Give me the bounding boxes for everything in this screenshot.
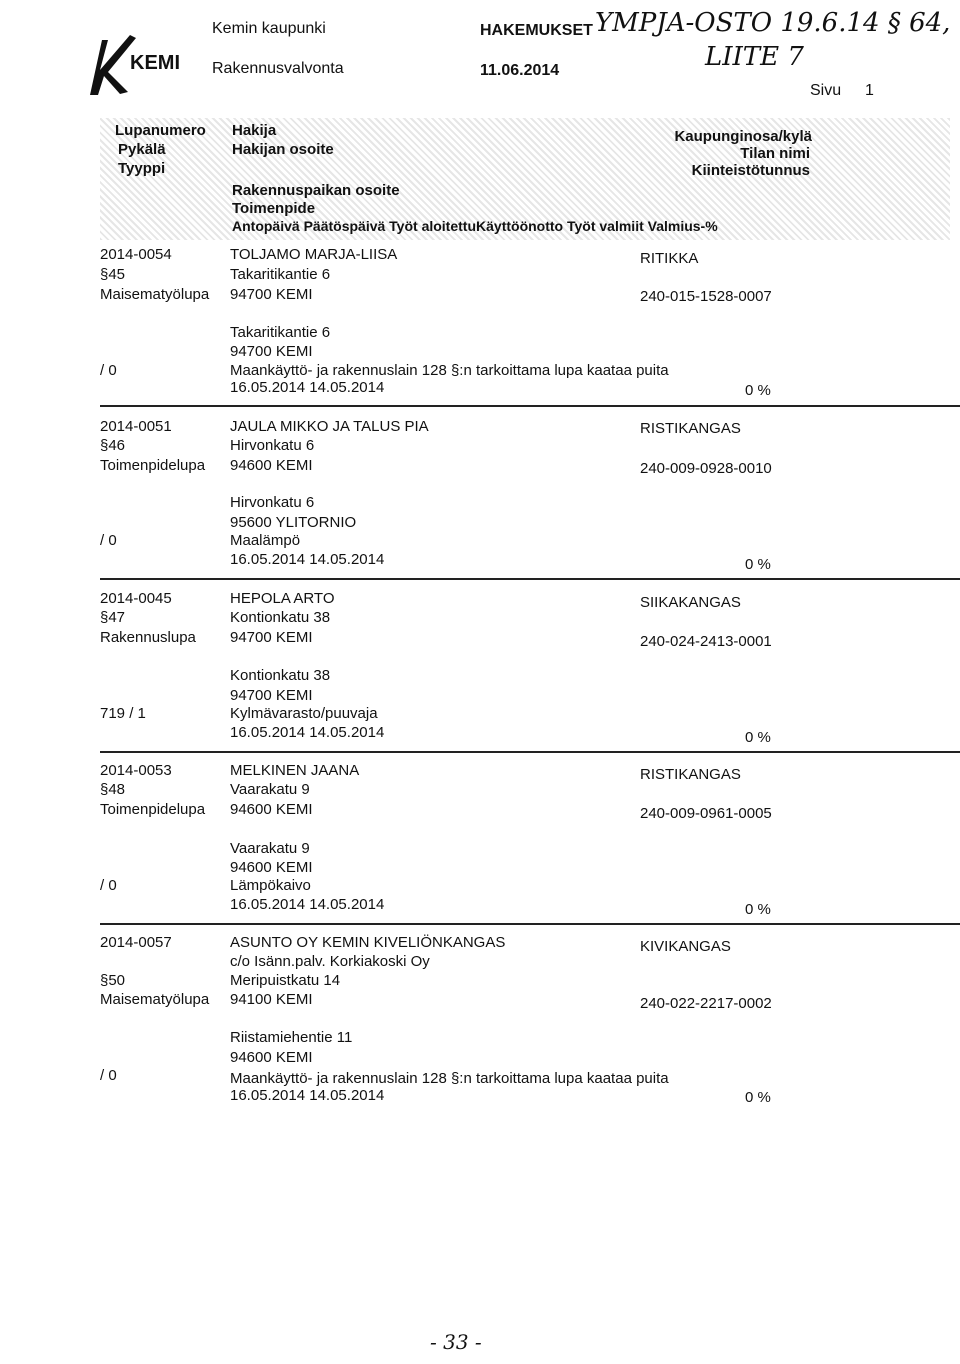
kyla: SIIKAKANGAS: [640, 594, 741, 611]
toimenpide: Maalämpö: [230, 532, 301, 549]
col-tyyppi: Tyyppi: [118, 160, 166, 177]
koodi: / 0: [100, 1067, 117, 1084]
koodi: / 0: [100, 532, 117, 549]
pykala: §50: [100, 972, 126, 989]
col-lupanumero: Lupanumero: [115, 122, 206, 139]
hakijan-osoite: Hirvonkatu 6: [230, 437, 315, 454]
valmius: 0 %: [745, 901, 771, 918]
hakijan-osoite: Kontionkatu 38: [230, 609, 331, 626]
doc-date: 11.06.2014: [480, 62, 560, 79]
hakijan-osoite: Meripuistkatu 14: [230, 972, 341, 989]
rakennuspaikka: Vaarakatu 9: [230, 840, 310, 857]
lupanumero: 2014-0053: [100, 762, 172, 779]
row-divider: [100, 751, 960, 753]
tyyppi: Toimenpidelupa: [100, 801, 206, 818]
tyyppi: Toimenpidelupa: [100, 457, 206, 474]
rakennuspaikka: Hirvonkatu 6: [230, 494, 315, 511]
kyla: RISTIKANGAS: [640, 766, 741, 783]
hakijan-postitoimipaikka: 94100 KEMI: [230, 991, 313, 1008]
hakijan-postitoimipaikka: 94700 KEMI: [230, 629, 313, 646]
hakijan-postitoimipaikka: 94600 KEMI: [230, 457, 313, 474]
row-divider: [100, 923, 960, 925]
valmius: 0 %: [745, 556, 771, 573]
hakija: TOLJAMO MARJA-LIISA: [230, 246, 398, 263]
pykala: §45: [100, 266, 126, 283]
dept-name: Rakennusvalvonta: [212, 60, 344, 77]
tyyppi: Maisematyölupa: [100, 286, 210, 303]
valmius: 0 %: [745, 382, 771, 399]
pykala: §47: [100, 609, 126, 626]
paivamaarat: 16.05.2014 14.05.2014: [230, 379, 385, 396]
hakija: MELKINEN JAANA: [230, 762, 360, 779]
hakijan-osoite: Takaritikantie 6: [230, 266, 331, 283]
kyla: KIVIKANGAS: [640, 938, 731, 955]
lupanumero: 2014-0057: [100, 934, 172, 951]
valmius: 0 %: [745, 1089, 771, 1106]
paivamaarat: 16.05.2014 14.05.2014: [230, 896, 385, 913]
rakennuspaikka-posti: 94600 KEMI: [230, 1049, 313, 1066]
rakennuspaikka: Riistamiehentie 11: [230, 1029, 353, 1046]
paivamaarat: 16.05.2014 14.05.2014: [230, 551, 385, 568]
kyla: RITIKKA: [640, 250, 699, 267]
page-mark: - 33 -: [430, 1330, 482, 1354]
col-hakija: Hakija: [232, 122, 277, 139]
pykala: §48: [100, 781, 126, 798]
toimenpide: Lämpökaivo: [230, 877, 311, 894]
page-label: Sivu: [810, 82, 842, 99]
rakennuspaikka-posti: 94700 KEMI: [230, 343, 313, 360]
kiinteistotunnus: 240-022-2217-0002: [640, 995, 772, 1012]
row-divider: [100, 578, 960, 580]
logo-text: KEMI: [130, 52, 180, 74]
tyyppi: Rakennuslupa: [100, 629, 196, 646]
rakennuspaikka-posti: 94600 KEMI: [230, 859, 313, 876]
col-kaupunginosa: Kaupunginosa/kylä: [674, 128, 812, 145]
tyyppi: Maisematyölupa: [100, 991, 210, 1008]
col-pykala: Pykälä: [118, 141, 166, 158]
lupanumero: 2014-0054: [100, 246, 172, 263]
hakija: ASUNTO OY KEMIN KIVELIÖNKANGAS: [230, 934, 506, 951]
rakennuspaikka: Takaritikantie 6: [230, 324, 331, 341]
toimenpide: Kylmävarasto/puuvaja: [230, 705, 378, 722]
hakijan-postitoimipaikka: 94700 KEMI: [230, 286, 313, 303]
kiinteistotunnus: 240-015-1528-0007: [640, 288, 772, 305]
col-tilan-nimi: Tilan nimi: [740, 145, 810, 162]
kiinteistotunnus: 240-024-2413-0001: [640, 633, 772, 650]
hakijan-postitoimipaikka: 94600 KEMI: [230, 801, 313, 818]
lupanumero: 2014-0051: [100, 418, 172, 435]
org-name: Kemin kaupunki: [212, 20, 326, 37]
col-kiinteistotunnus: Kiinteistötunnus: [691, 162, 810, 179]
kiinteistotunnus: 240-009-0928-0010: [640, 460, 772, 477]
hakijan-osoite: Vaarakatu 9: [230, 781, 310, 798]
page-number: 1: [865, 82, 874, 99]
kiinteistotunnus: 240-009-0961-0005: [640, 805, 772, 822]
doc-title: HAKEMUKSET: [480, 22, 593, 39]
toimenpide: Maankäyttö- ja rakennuslain 128 §:n tarkoittama lupa kaataa puita: [230, 1070, 669, 1087]
col-hakijan-osoite: Hakijan osoite: [232, 141, 334, 158]
lupanumero: 2014-0045: [100, 590, 172, 607]
handwritten-attachment: LIITE 7: [705, 42, 804, 72]
rakennuspaikka-posti: 94700 KEMI: [230, 687, 313, 704]
koodi: / 0: [100, 362, 117, 379]
hakija: HEPOLA ARTO: [230, 590, 335, 607]
toimenpide: Maankäyttö- ja rakennuslain 128 §:n tarkoittama lupa kaataa puita: [230, 362, 669, 379]
koodi: 719 / 1: [100, 705, 146, 722]
paivamaarat: 16.05.2014 14.05.2014: [230, 724, 385, 741]
hakija: JAULA MIKKO JA TALUS PIA: [230, 418, 429, 435]
valmius: 0 %: [745, 729, 771, 746]
koodi: / 0: [100, 877, 117, 894]
handwritten-note: YMPJA-OSTO 19.6.14 § 64,: [595, 8, 951, 38]
col-rakennuspaikan-osoite: Rakennuspaikan osoite: [232, 182, 400, 199]
rakennuspaikka: Kontionkatu 38: [230, 667, 331, 684]
paivamaarat: 16.05.2014 14.05.2014: [230, 1087, 385, 1104]
kyla: RISTIKANGAS: [640, 420, 741, 437]
rakennuspaikka-posti: 95600 YLITORNIO: [230, 514, 357, 531]
hakijan-lisaosoite: c/o Isänn.palv. Korkiakoski Oy: [230, 953, 430, 970]
col-dates: Antopäivä Päätöspäivä Työt aloitettuKäyttöönotto Työt valmiit Valmius-%: [232, 218, 718, 234]
row-divider: [100, 405, 960, 407]
pykala: §46: [100, 437, 126, 454]
col-toimenpide: Toimenpide: [232, 200, 316, 217]
